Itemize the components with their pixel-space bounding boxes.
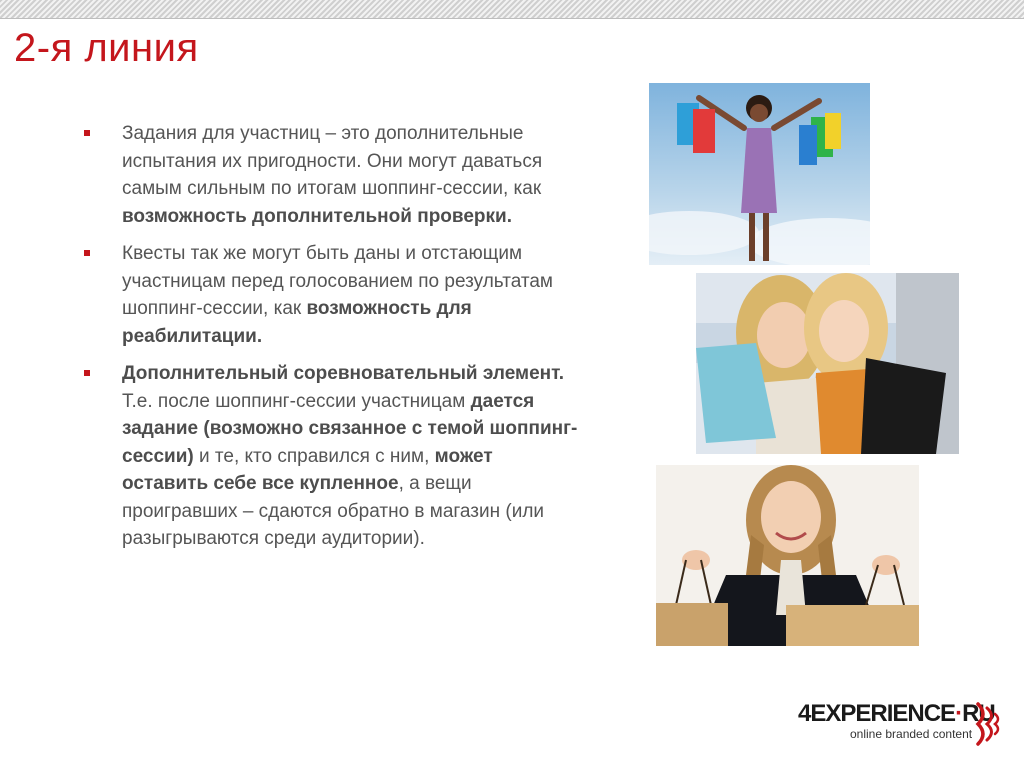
bullet-item (84, 360, 584, 553)
bullet-bold-segment: может оставить себе все купленное (122, 445, 493, 494)
bullet-marker-icon (84, 370, 90, 376)
logo-separator: · (955, 700, 963, 727)
logo-domain: RU (962, 700, 995, 727)
bullet-text-segment: Задания для участниц – это дополнительные испытания их пригодности. Они могут даваться самым сильным по итогам шоппинг-сессии, как (122, 123, 543, 199)
logo-brand: 4EXPERIENCE (798, 700, 956, 727)
photo-two-girls-with-bags (696, 273, 959, 454)
bullet-bold-segment: дается задание (возможно связанное с темой шоппинг-сессии) (122, 390, 578, 467)
bullet-text-segment: , а вещи проигравших – сдаются обратно в магазин (или разыгрываются среди аудитории). (122, 473, 545, 549)
bullet-text-segment: Т.е. после шоппинг-сессии участницам (122, 390, 471, 412)
bullet-text-segment: Квесты так же могут быть даны и отстающим участницам перед голосованием по результатам шоппинг-сессии, как (122, 243, 553, 319)
logo-wordmark (798, 700, 995, 728)
bullet-marker-icon (84, 250, 90, 256)
bullet-text-segment: и те, кто справился с ним, (193, 445, 435, 467)
bullet-bold-segment: Дополнительный соревновательный элемент. (122, 363, 565, 384)
bullet-marker-icon (84, 130, 90, 136)
brand-logo (798, 700, 1003, 750)
top-decorative-band (0, 0, 1024, 19)
bullet-list (84, 120, 584, 563)
bullet-bold-segment: возможность дополнительной проверки. (122, 205, 512, 227)
logo-swirl-icon (974, 700, 1002, 748)
slide-title: 2-я линия (14, 26, 199, 70)
photo-woman-with-bags-sky (649, 83, 870, 265)
logo-tagline: online branded content (850, 727, 973, 741)
photo-woman-holding-bags (656, 465, 919, 646)
bullet-bold-segment: возможность для реабилитации. (122, 298, 472, 347)
bullet-item (84, 240, 584, 350)
bullet-item (84, 120, 584, 230)
